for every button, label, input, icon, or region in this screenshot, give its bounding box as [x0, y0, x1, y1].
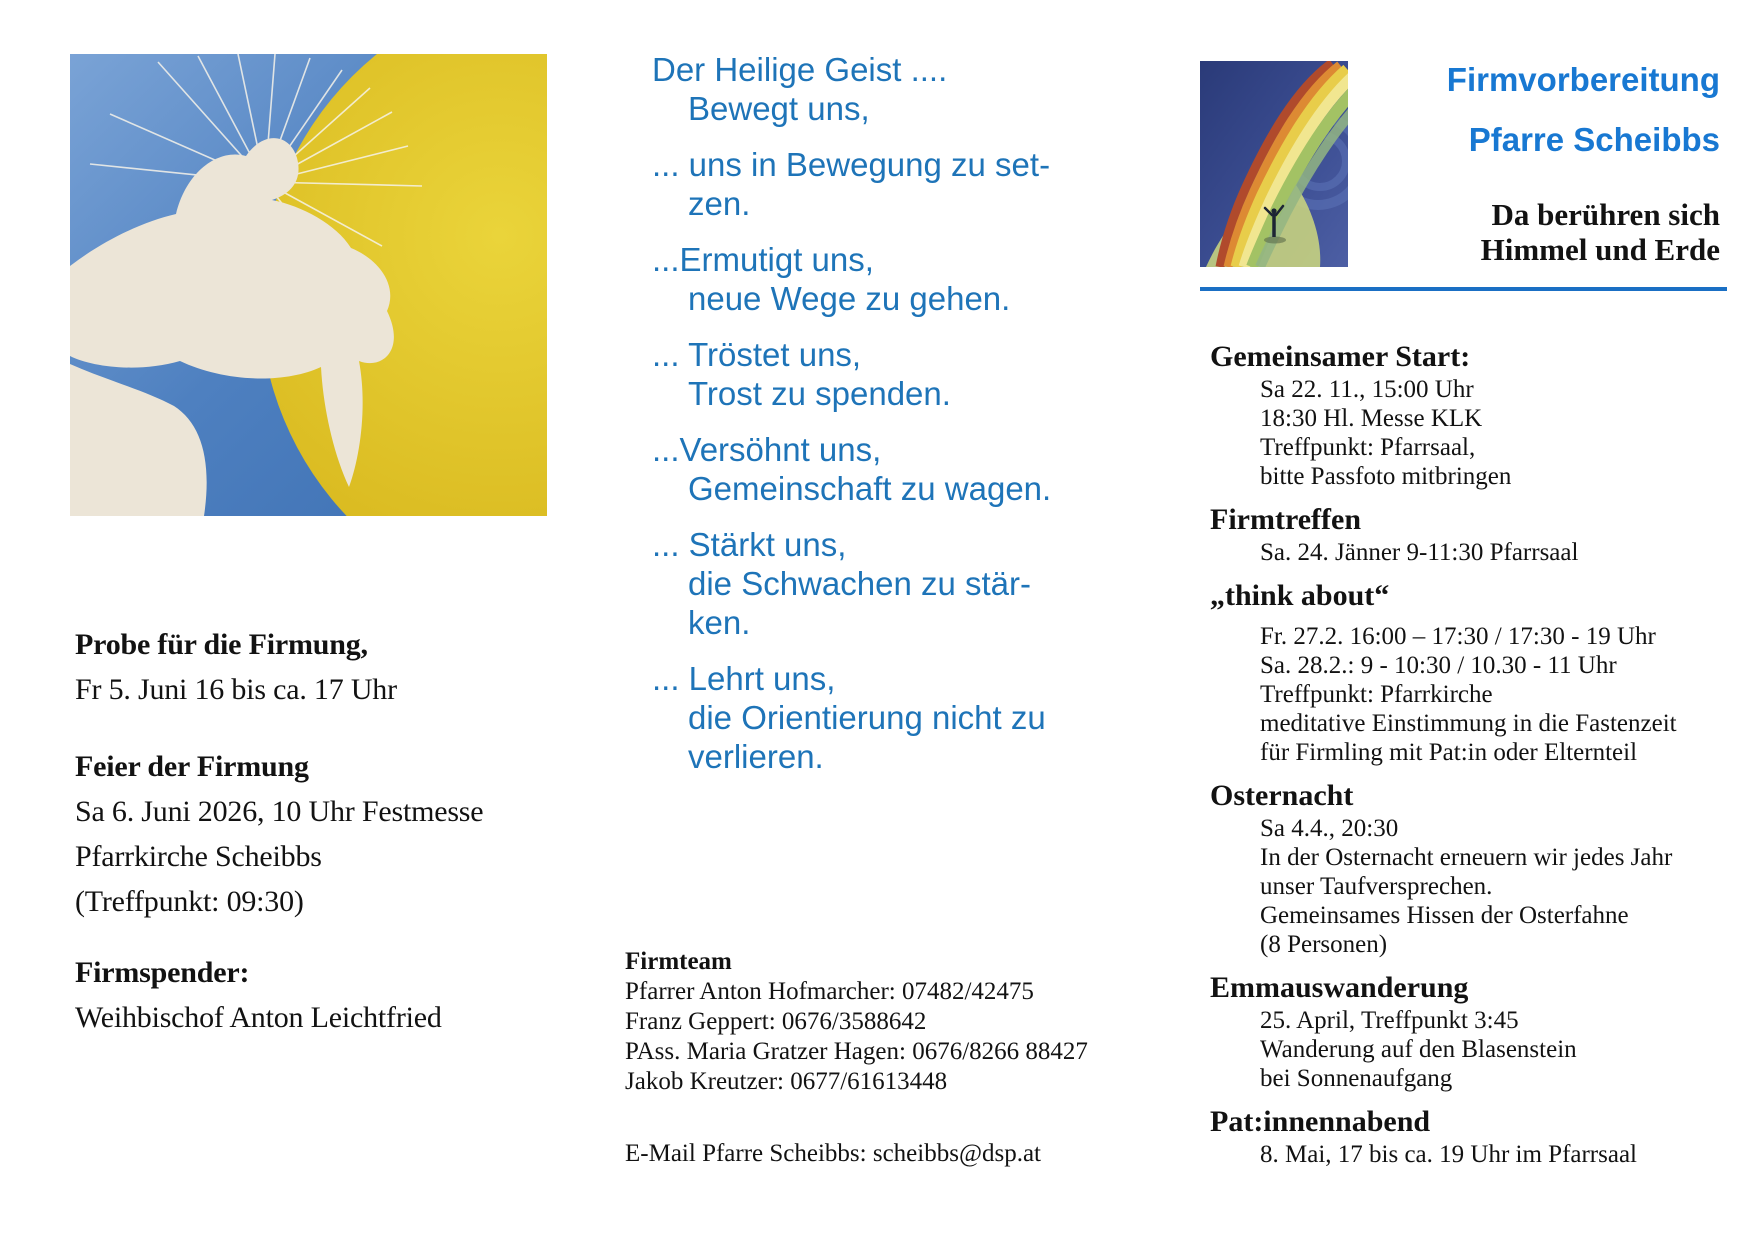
- schedule-section-body: [1210, 1140, 1750, 1169]
- schedule-line: In der Osternacht erneuern wir jedes Jahr: [1260, 844, 1673, 871]
- schedule-section: [1210, 969, 1750, 1093]
- event-firmspender: [75, 950, 575, 1040]
- dove-artwork: [70, 54, 547, 516]
- schedule-section-body: [1210, 614, 1750, 767]
- schedule-list: [1210, 338, 1750, 1169]
- schedule-section-title: Gemeinsamer Start:: [1210, 340, 1471, 373]
- schedule-line: Treffpunkt: Pfarrsaal,: [1260, 434, 1476, 461]
- poem-line: ... Tröstet uns,: [652, 336, 862, 373]
- schedule-line: Sa. 24. Jänner 9-11:30 Pfarrsaal: [1260, 539, 1579, 566]
- team-member: Pfarrer Anton Hofmarcher: 07482/42475: [625, 978, 1034, 1005]
- schedule-section-title: Emmauswanderung: [1210, 971, 1469, 1004]
- schedule-line: Fr. 27.2. 16:00 – 17:30 / 17:30 - 19 Uhr: [1260, 623, 1656, 650]
- poem-stanza: [652, 659, 1122, 776]
- poem-stanza: [652, 240, 1122, 318]
- schedule-section-body: [1210, 1006, 1750, 1093]
- event-line: Pfarrkirche Scheibbs: [75, 840, 322, 873]
- schedule-section: [1210, 1103, 1750, 1169]
- poem-line: Bewegt uns,: [688, 90, 870, 127]
- divider-rule: [1200, 287, 1727, 291]
- schedule-section: [1210, 577, 1750, 767]
- schedule-line: (8 Personen): [1260, 931, 1388, 958]
- poem-line: Gemeinschaft zu wagen.: [688, 470, 1052, 507]
- schedule-line: 18:30 Hl. Messe KLK: [1260, 405, 1483, 432]
- team-member: PAss. Maria Gratzer Hagen: 0676/8266 88427: [625, 1038, 1088, 1065]
- schedule-line: Sa. 28.2.: 9 - 10:30 / 10.30 - 11 Uhr: [1260, 652, 1617, 679]
- poem-line: zen.: [688, 185, 751, 222]
- motto-line: Himmel und Erde: [1480, 232, 1720, 267]
- poem-line: Der Heilige Geist ....: [652, 51, 948, 88]
- schedule-line: für Firmling mit Pat:in oder Elternteil: [1260, 739, 1638, 766]
- schedule-line: 8. Mai, 17 bis ca. 19 Uhr im Pfarrsaal: [1260, 1141, 1638, 1168]
- poem-line: ... Lehrt uns,: [652, 660, 836, 697]
- poem-line: neue Wege zu gehen.: [688, 280, 1011, 317]
- event-probe: [75, 622, 575, 712]
- poem-line: ken.: [688, 604, 751, 641]
- schedule-section-body: [1210, 814, 1750, 959]
- poem-stanza: [652, 145, 1122, 223]
- schedule-line: unser Taufversprechen.: [1260, 873, 1493, 900]
- event-line: (Treffpunkt: 09:30): [75, 885, 304, 918]
- poem-line: ... uns in Bewegung zu set-: [652, 146, 1051, 183]
- event-line: Weihbischof Anton Leichtfried: [75, 1001, 442, 1034]
- schedule-line: bei Sonnenaufgang: [1260, 1065, 1453, 1092]
- firmteam-title: Firmteam: [625, 948, 732, 975]
- event-title: Firmspender:: [75, 956, 250, 989]
- poem-line: ...Ermutigt uns,: [652, 241, 874, 278]
- schedule-line: Treffpunkt: Pfarrkirche: [1260, 681, 1493, 708]
- event-title: Probe für die Firmung,: [75, 628, 368, 661]
- brand-title: Firmvorbereitung: [1446, 61, 1720, 98]
- schedule-line: bitte Passfoto mitbringen: [1260, 463, 1512, 490]
- event-line: Fr 5. Juni 16 bis ca. 17 Uhr: [75, 673, 397, 706]
- poem-stanza: [652, 50, 1122, 128]
- poem-stanza: [652, 525, 1122, 642]
- schedule-line: Sa 4.4., 20:30: [1260, 815, 1399, 842]
- poem-line: Trost zu spenden.: [688, 375, 951, 412]
- schedule-line: meditative Einstimmung in die Fastenzeit: [1260, 710, 1677, 737]
- poem-line: die Orientierung nicht zu: [688, 699, 1046, 736]
- schedule-section: [1210, 501, 1750, 567]
- schedule-section: [1210, 777, 1750, 959]
- holy-spirit-poem: [652, 50, 1122, 793]
- schedule-section-title: Pat:innennabend: [1210, 1105, 1431, 1138]
- team-member: Franz Geppert: 0676/3588642: [625, 1008, 927, 1035]
- event-feier: [75, 744, 575, 924]
- schedule-section-body: [1210, 375, 1750, 491]
- schedule-section-title: Firmtreffen: [1210, 503, 1362, 536]
- schedule-line: 25. April, Treffpunkt 3:45: [1260, 1007, 1519, 1034]
- schedule-line: Gemeinsames Hissen der Osterfahne: [1260, 902, 1629, 929]
- motto-line: Da berühren sich: [1491, 197, 1720, 232]
- schedule-section-title: „think about“: [1210, 579, 1390, 612]
- poem-line: ...Versöhnt uns,: [652, 431, 882, 468]
- event-title: Feier der Firmung: [75, 750, 309, 783]
- email-line: E-Mail Pfarre Scheibbs: scheibbs@dsp.at: [625, 1140, 1041, 1167]
- event-line: Sa 6. Juni 2026, 10 Uhr Festmesse: [75, 795, 484, 828]
- team-member: Jakob Kreutzer: 0677/61613448: [625, 1068, 948, 1095]
- schedule-line: Wanderung auf den Blasenstein: [1260, 1036, 1577, 1063]
- schedule-section: [1210, 338, 1750, 491]
- firmteam-block: [625, 947, 1145, 1169]
- poem-line: verlieren.: [688, 738, 824, 775]
- poem-stanza: [652, 430, 1122, 508]
- poem-line: ... Stärkt uns,: [652, 526, 847, 563]
- poem-stanza: [652, 335, 1122, 413]
- brand-subtitle: Pfarre Scheibbs: [1468, 121, 1720, 158]
- schedule-section-body: [1210, 538, 1750, 567]
- poem-line: die Schwachen zu stär-: [688, 565, 1032, 602]
- schedule-section-title: Osternacht: [1210, 779, 1354, 812]
- schedule-line: Sa 22. 11., 15:00 Uhr: [1260, 376, 1474, 403]
- brand-header: [1300, 60, 1720, 267]
